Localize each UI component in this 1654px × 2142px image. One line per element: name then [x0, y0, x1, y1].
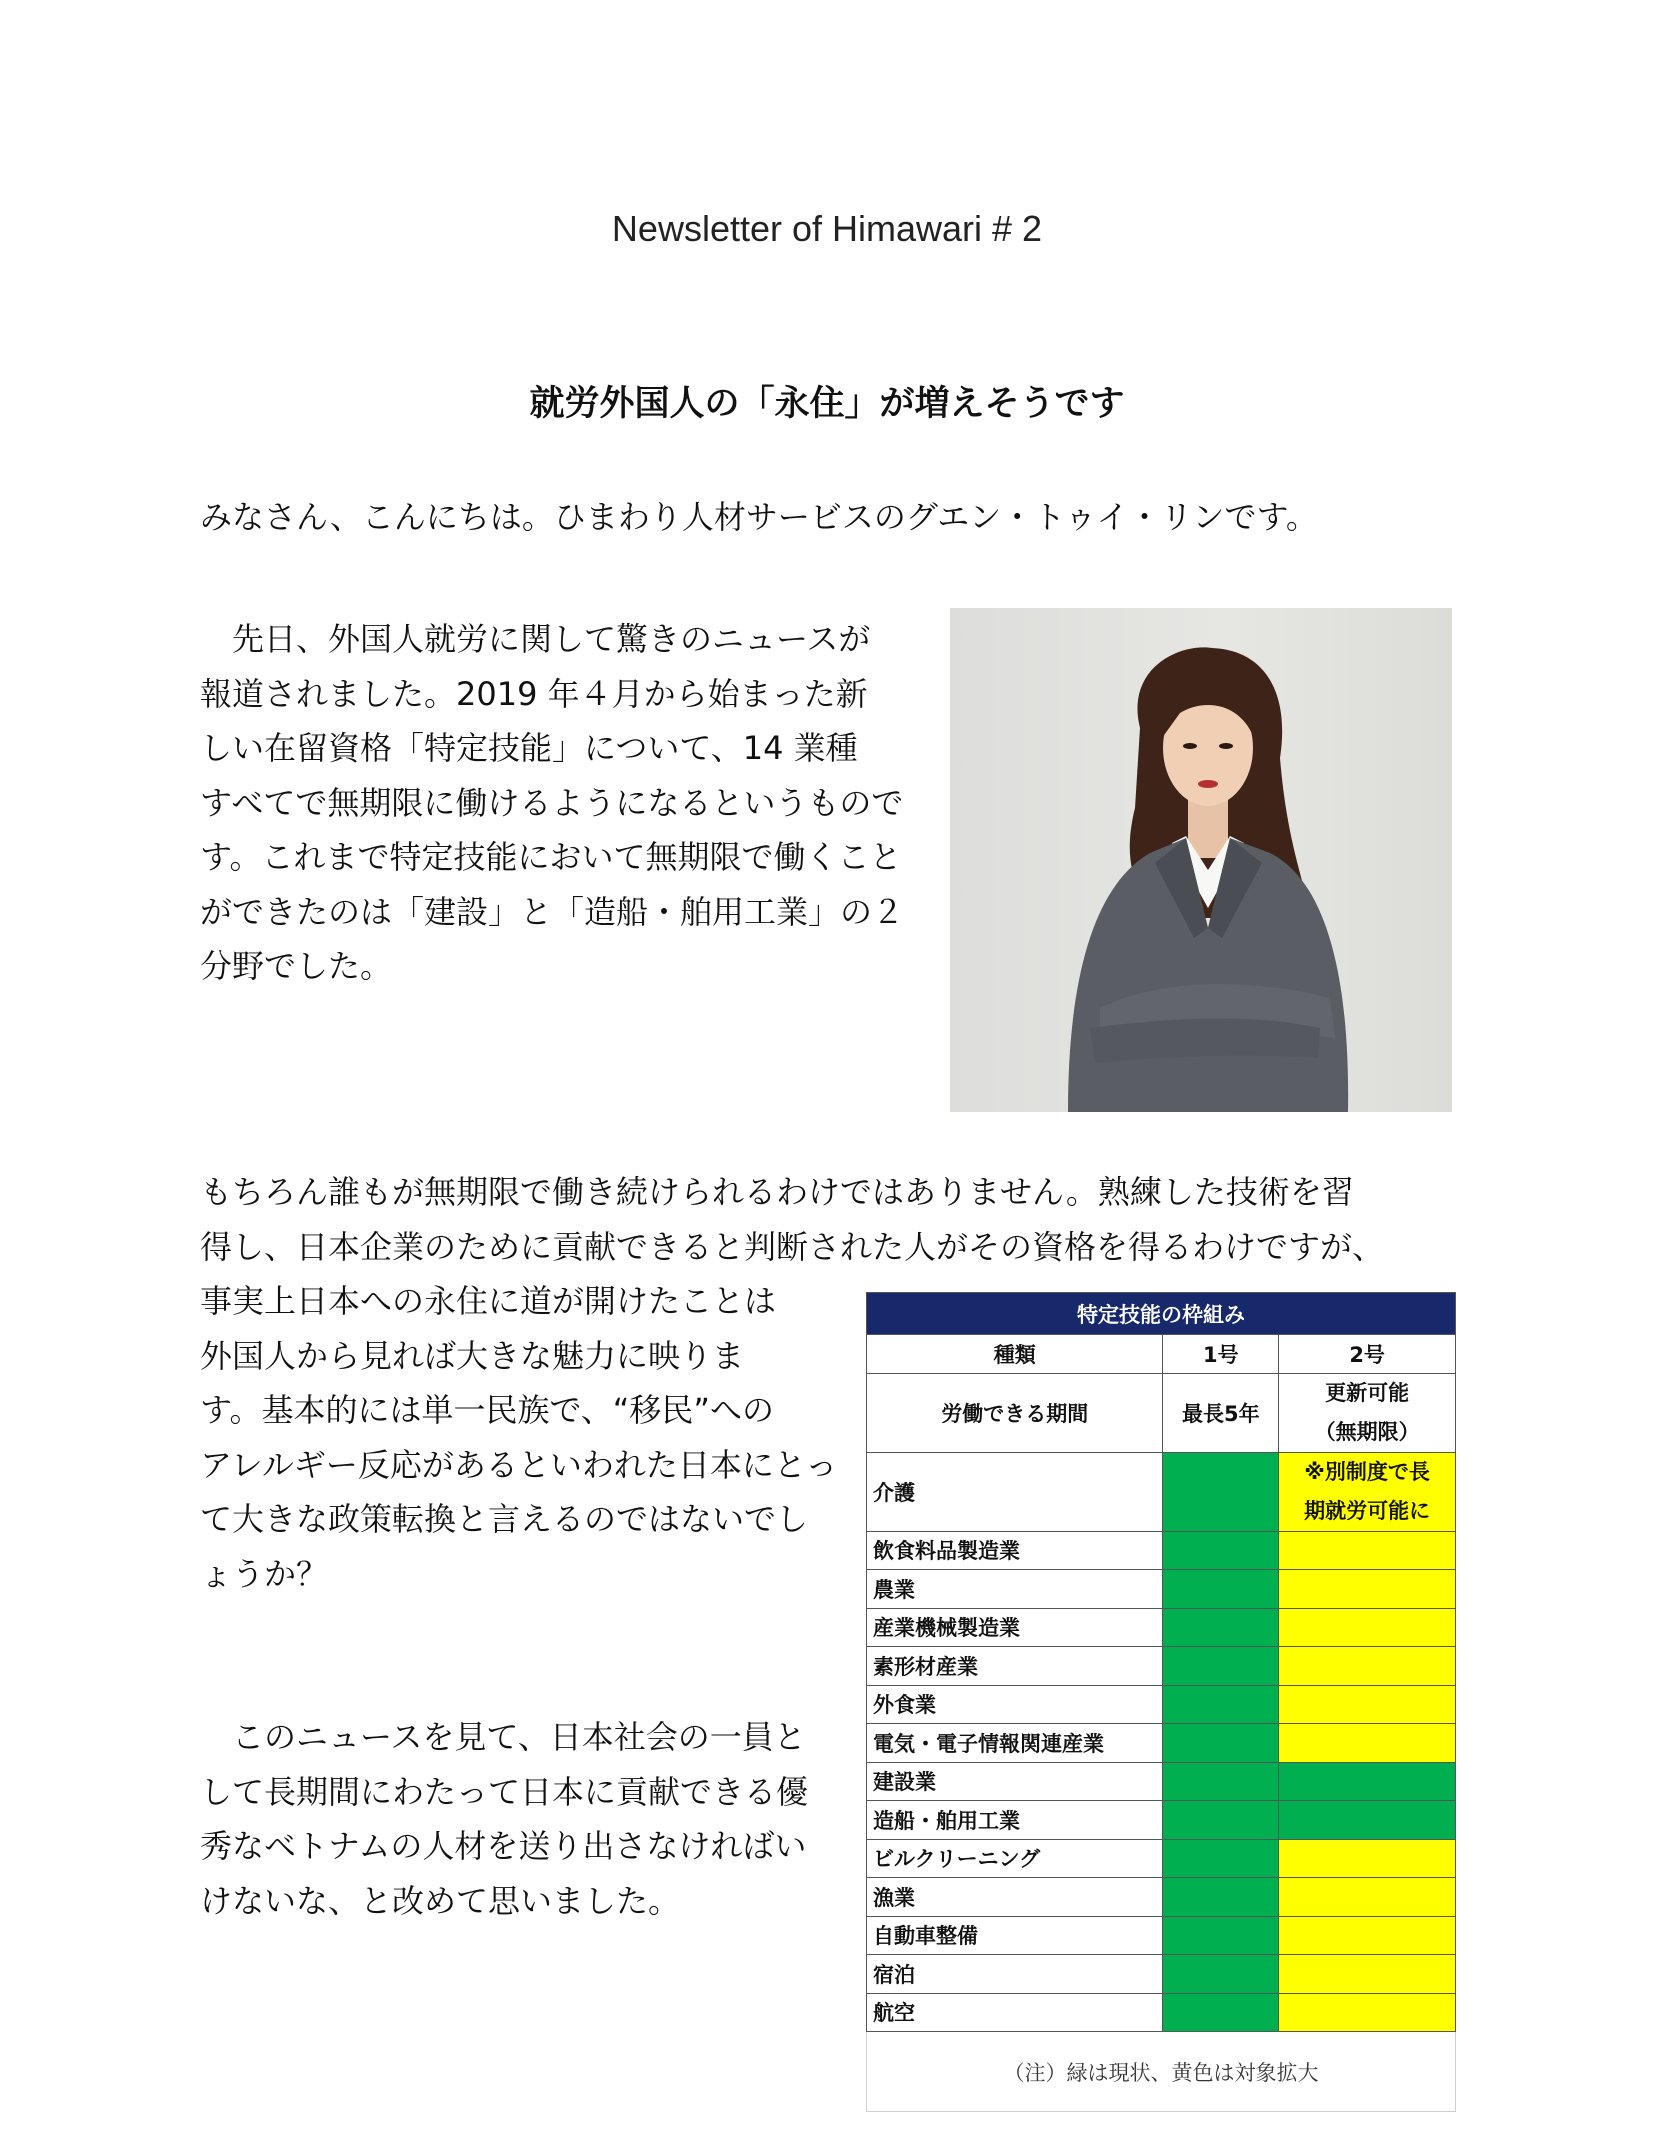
industry-name: 自動車整備 — [867, 1916, 1163, 1955]
table-row — [867, 1801, 1456, 1840]
type2-status-cell — [1279, 1993, 1456, 2032]
table-row — [867, 1993, 1456, 2032]
table-row — [867, 1955, 1456, 1994]
type2-status-cell — [1279, 1608, 1456, 1647]
type2-status-cell — [1279, 1801, 1456, 1840]
paragraph-analysis-wide — [200, 1165, 1460, 1274]
type1-status-cell — [1163, 1685, 1279, 1724]
type2-status-cell — [1279, 1839, 1456, 1878]
paragraph-analysis-narrow — [200, 1274, 840, 1601]
industry-name: 飲食料品製造業 — [867, 1531, 1163, 1570]
paragraph-line: ょうか？ — [200, 1554, 329, 1593]
industry-name: 航空 — [867, 1993, 1163, 2032]
paragraph-line: て大きな政策転換と言えるのではないでし — [200, 1500, 809, 1538]
type1-status-cell — [1163, 1452, 1279, 1531]
type2-status-cell — [1279, 1762, 1456, 1801]
industry-name: 介護 — [867, 1452, 1163, 1531]
type1-status-cell — [1163, 1801, 1279, 1840]
table-row — [867, 1762, 1456, 1801]
paragraph-line: けないな、と改めて思いました。 — [200, 1881, 681, 1920]
paragraph-line: 秀なベトナムの人材を送り出さなければい — [200, 1827, 807, 1865]
paragraph-line: す。これまで特定技能において無期限で働くこと — [200, 838, 902, 876]
table-row — [867, 1608, 1456, 1647]
table-row — [867, 1647, 1456, 1686]
table-row — [867, 1570, 1456, 1609]
table-row — [867, 1452, 1456, 1531]
industry-name: 建設業 — [867, 1762, 1163, 1801]
newsletter-title: Newsletter of Himawari # 2 — [611, 208, 1043, 249]
paragraph-line: しい在留資格「特定技能」について、14 業種 — [200, 729, 858, 767]
type1-status-cell — [1163, 1608, 1279, 1647]
type2-status-cell — [1279, 1916, 1456, 1955]
type1-status-cell — [1163, 1955, 1279, 1994]
table-row — [867, 1531, 1456, 1570]
industry-name: 外食業 — [867, 1685, 1163, 1724]
paragraph-line: して長期間にわたって日本に貢献できる優 — [200, 1772, 809, 1811]
paragraph-line: アレルギー反応があるといわれた日本にとっ — [200, 1445, 838, 1484]
table-row — [867, 1839, 1456, 1878]
column-header-2: 2号 — [1279, 1335, 1456, 1374]
type2-status-cell — [1279, 1685, 1456, 1724]
paragraph-line: 報道されました。2019 年４月から始まった新 — [200, 674, 868, 713]
period-label: 労働できる期間 — [867, 1373, 1163, 1452]
paragraph-conclusion — [200, 1710, 840, 1928]
industry-name: 産業機械製造業 — [867, 1608, 1163, 1647]
period-type2 — [1279, 1373, 1456, 1452]
paragraph-line: 得し、日本企業のために貢献できると判断された人がその資格を得るわけですが、 — [200, 1227, 1385, 1266]
paragraph-line: もちろん誰もが無期限で働き続けられるわけではありません。熟練した技術を習 — [200, 1173, 1354, 1211]
industry-name: 素形材産業 — [867, 1647, 1163, 1686]
type1-status-cell — [1163, 1762, 1279, 1801]
paragraph-news — [200, 612, 920, 994]
type2-status-cell — [1279, 1724, 1456, 1763]
type1-status-cell — [1163, 1570, 1279, 1609]
industry-name: ビルクリーニング — [867, 1839, 1163, 1878]
table-row — [867, 1685, 1456, 1724]
column-header-1: 1号 — [1163, 1335, 1279, 1374]
type2-status-cell — [1279, 1531, 1456, 1570]
column-header-type: 種類 — [867, 1335, 1163, 1374]
type1-status-cell — [1163, 1916, 1279, 1955]
industry-name: 農業 — [867, 1570, 1163, 1609]
type1-status-cell — [1163, 1647, 1279, 1686]
type2-status-cell — [1279, 1570, 1456, 1609]
paragraph-line: 事実上日本への永住に道が開けたことは — [200, 1282, 777, 1320]
type2-status-cell — [1279, 1955, 1456, 1994]
kaigo-note-line2: 期就労可能に — [1304, 1498, 1431, 1523]
industry-name: 電気・電子情報関連産業 — [867, 1724, 1163, 1763]
table-row — [867, 1878, 1456, 1917]
industry-name: 宿泊 — [867, 1955, 1163, 1994]
period-type1: 最長5年 — [1163, 1373, 1279, 1452]
type1-status-cell — [1163, 1839, 1279, 1878]
paragraph-line: 外国人から見れば大きな魅力に映りま — [200, 1336, 745, 1375]
table-row — [867, 1916, 1456, 1955]
paragraph-line: すべてで無期限に働けるようになるというもので — [200, 783, 904, 822]
author-portrait-photo — [950, 608, 1452, 1112]
table-title: 特定技能の枠組み — [867, 1293, 1456, 1335]
industry-name: 造船・舶用工業 — [867, 1801, 1163, 1840]
paragraph-line: 先日、外国人就労に関して驚きのニュースが — [200, 620, 871, 658]
kaigo-note-cell — [1279, 1452, 1456, 1531]
paragraph-line: 分野でした。 — [200, 947, 393, 985]
specified-skills-table — [866, 1292, 1456, 2112]
industry-name: 漁業 — [867, 1878, 1163, 1917]
paragraph-line: ができたのは「建設」と「造船・舶用工業」の２ — [200, 892, 905, 931]
kaigo-note-line1: ※別制度で長 — [1304, 1459, 1430, 1484]
article-title: 就労外国人の「永住」が増えそうです — [529, 384, 1125, 424]
period-type2-line2: （無期限） — [1314, 1419, 1420, 1444]
type1-status-cell — [1163, 1878, 1279, 1917]
table-row — [867, 1724, 1456, 1763]
paragraph-line: す。基本的には単一民族で、“移民”への — [200, 1391, 774, 1429]
type1-status-cell — [1163, 1993, 1279, 2032]
paragraph-line: このニュースを見て、日本社会の一員と — [200, 1718, 806, 1756]
greeting-text: みなさん、こんにちは。ひまわり人材サービスのグエン・トゥイ・リンです。 — [200, 498, 1318, 536]
type2-status-cell — [1279, 1878, 1456, 1917]
type1-status-cell — [1163, 1531, 1279, 1570]
period-type2-line1: 更新可能 — [1325, 1380, 1410, 1405]
table-footnote: （注）緑は現状、黄色は対象拡大 — [867, 2032, 1456, 2112]
type1-status-cell — [1163, 1724, 1279, 1763]
type2-status-cell — [1279, 1647, 1456, 1686]
